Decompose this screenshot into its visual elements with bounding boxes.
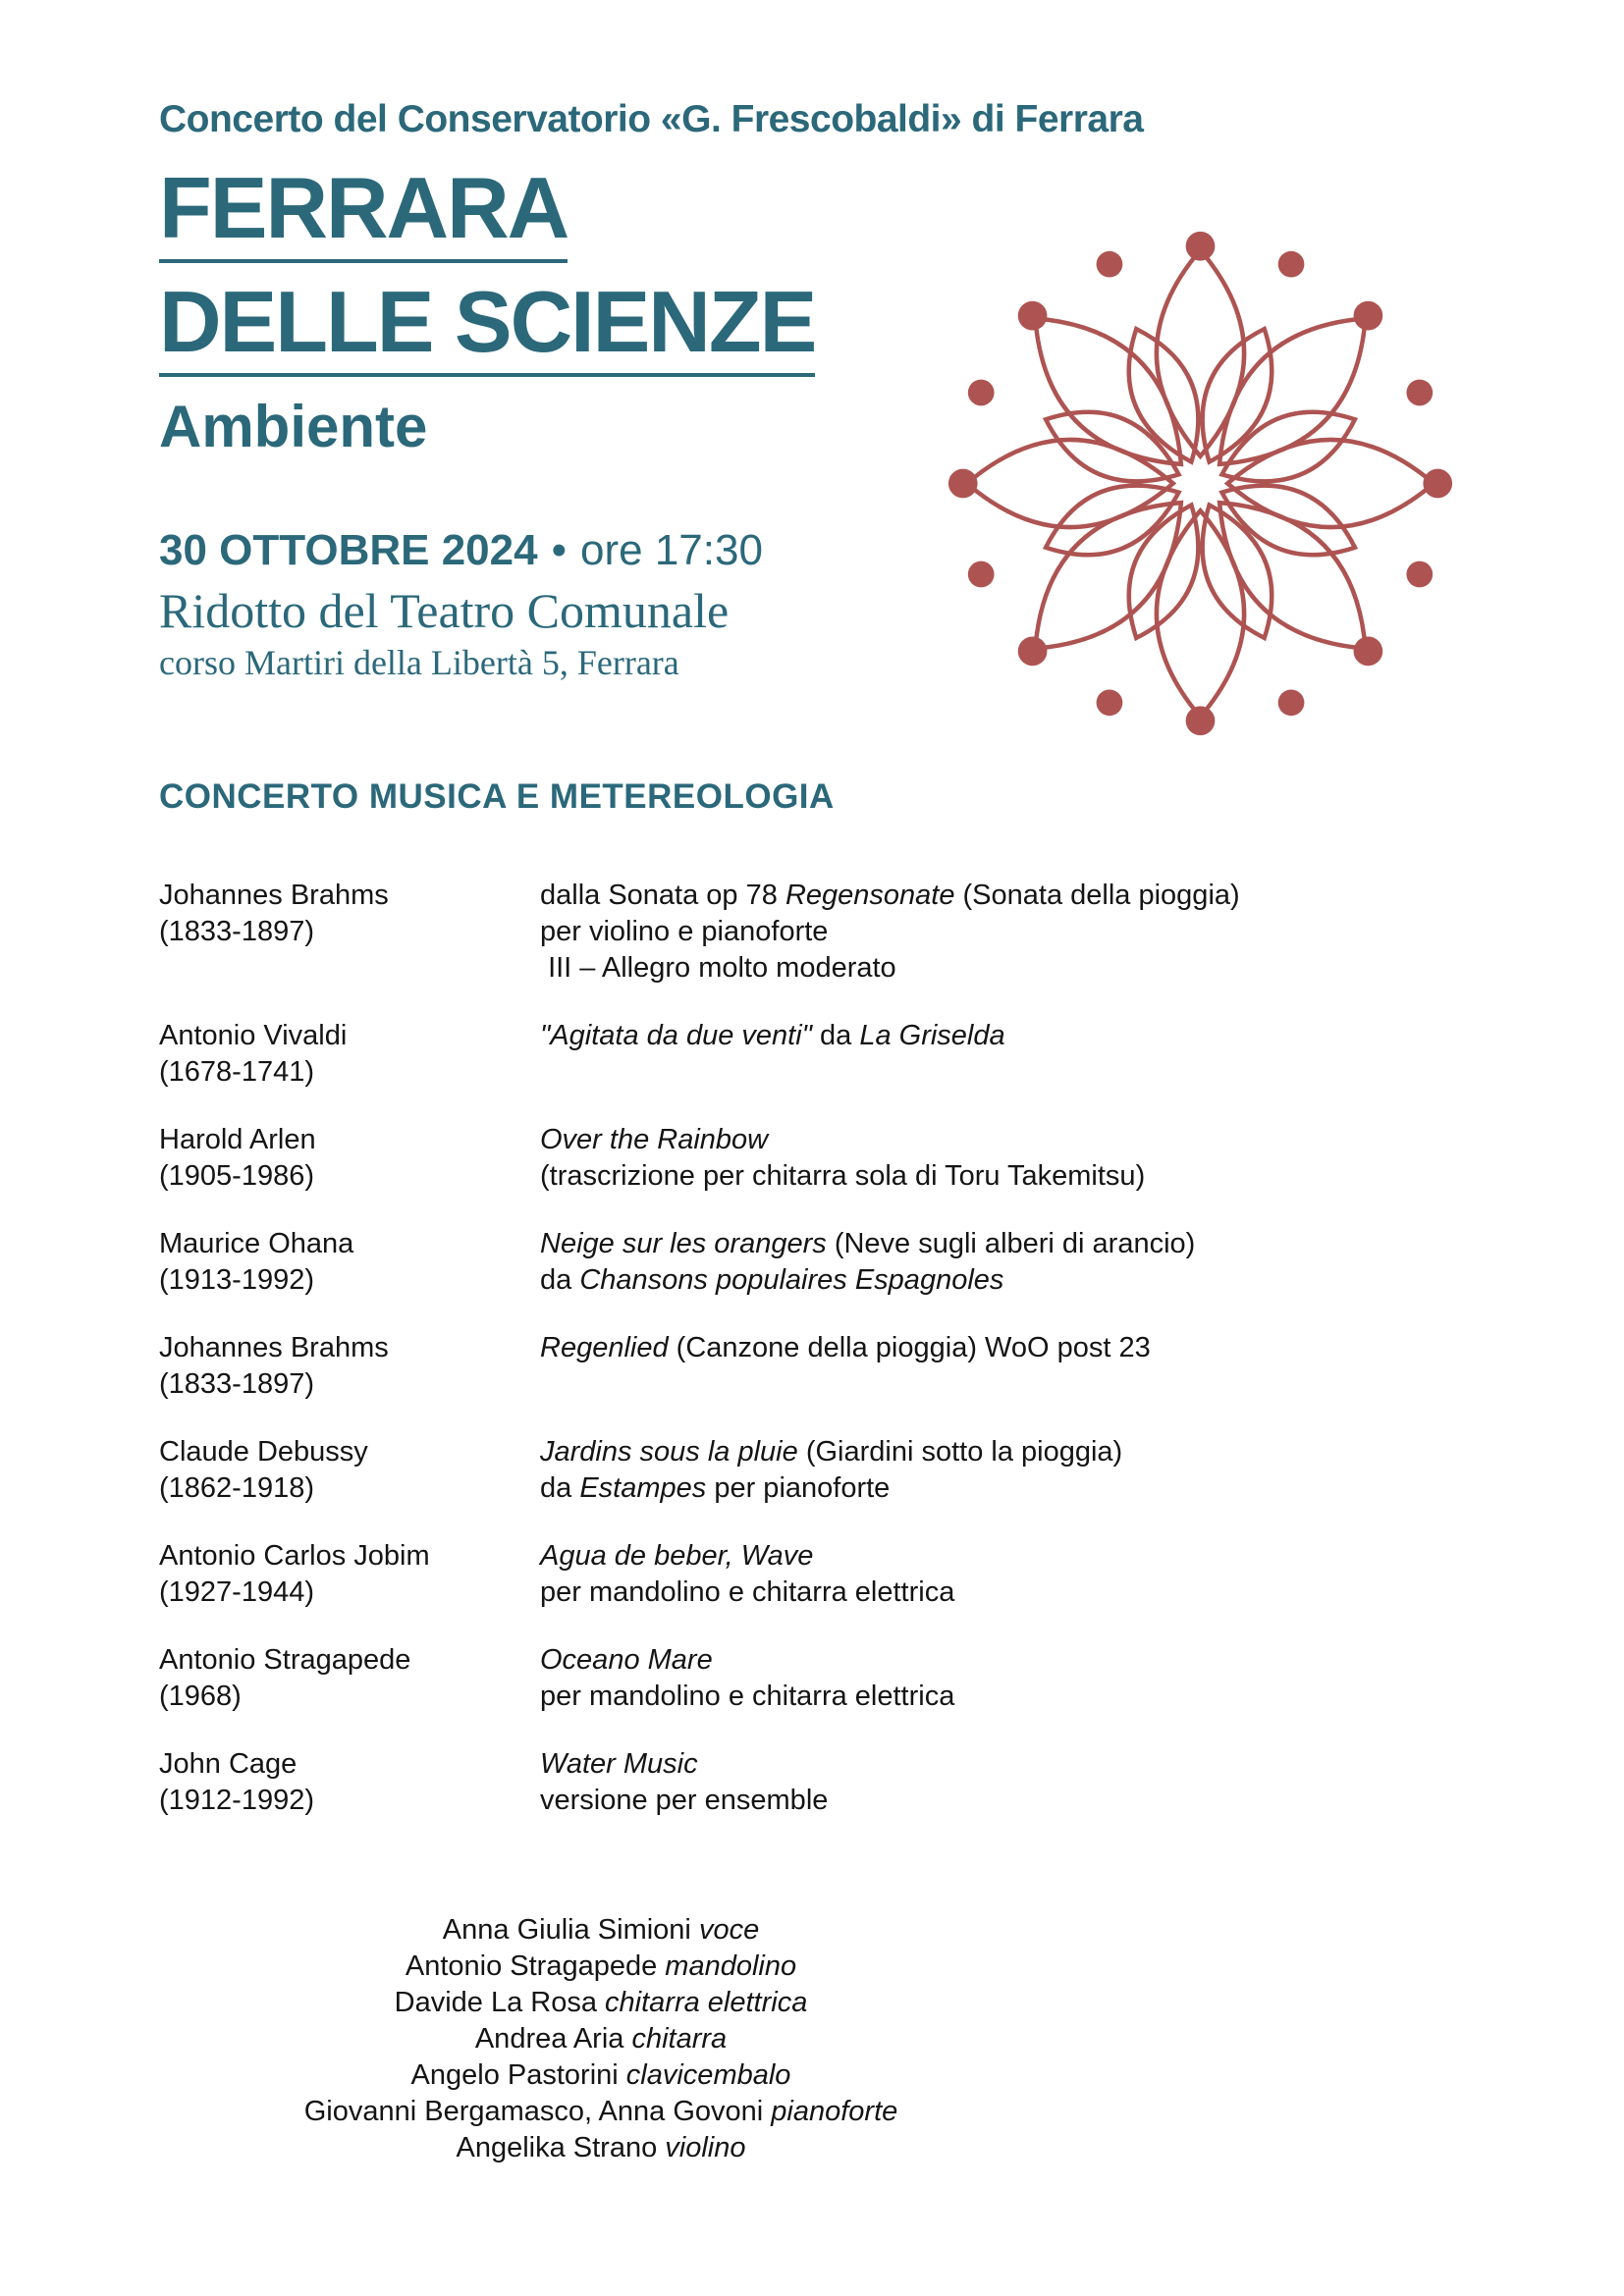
performer-line [159, 2021, 1043, 2057]
composer-name: Antonio Carlos Jobim [159, 1540, 430, 1572]
performer-name: Angelika Strano [456, 2132, 666, 2163]
section-title: CONCERTO MUSICA E METEREOLOGIA [159, 777, 835, 816]
piece-title-italic: Estampes [579, 1472, 707, 1504]
piece-line [540, 878, 1475, 914]
flower-dot [1097, 251, 1123, 278]
piece-line [540, 1226, 1475, 1262]
composer-name: Antonio Stragapede [159, 1644, 411, 1676]
piece-title-italic: Over the Rainbow [540, 1124, 769, 1155]
performer-line [159, 2094, 1043, 2130]
piece-cell [540, 1226, 1475, 1299]
piece-cell [540, 1330, 1475, 1403]
performer-line [159, 1912, 1043, 1949]
composer-dates: (1862-1918) [159, 1472, 314, 1504]
flower-dot [968, 561, 995, 588]
piece-line [540, 1575, 1475, 1611]
piece-line [540, 1538, 1475, 1575]
piece-title-italic: Regenlied [540, 1332, 669, 1363]
flower-dot [1186, 706, 1216, 735]
piece-line [540, 1018, 1475, 1054]
piece-line [540, 1158, 1475, 1195]
program-row [159, 1746, 1475, 1819]
performer-role: chitarra [631, 2023, 728, 2055]
program-row [159, 1226, 1475, 1299]
flower-dot [968, 380, 995, 406]
piece-title-italic: Neige sur les orangers [540, 1228, 827, 1259]
piece-line [540, 1122, 1475, 1158]
piece-text: (Giardini sotto la pioggia) [797, 1436, 1123, 1468]
flower-dot [1018, 301, 1048, 331]
piece-line [540, 914, 1475, 950]
piece-title-italic: Agua de beber, Wave [540, 1540, 814, 1572]
piece-text: (trascrizione per chitarra sola di Toru Takemitsu) [540, 1160, 1146, 1192]
piece-line [540, 1679, 1475, 1715]
flower-dot [1354, 301, 1383, 331]
piece-line [540, 1262, 1475, 1299]
flower-dot [948, 469, 978, 499]
composer-name: Claude Debussy [159, 1436, 368, 1468]
performer-name: Antonio Stragapede [405, 1950, 666, 1982]
composer-dates: (1927-1944) [159, 1576, 314, 1608]
composer-cell [159, 1226, 540, 1299]
piece-title-italic: Water Music [540, 1748, 698, 1780]
piece-cell [540, 1122, 1475, 1195]
composer-cell [159, 1330, 540, 1403]
performer-line [159, 2130, 1043, 2166]
event-date-line [159, 526, 763, 575]
performer-role: mandolino [665, 1950, 797, 1982]
piece-text: per mandolino e chitarra elettrica [540, 1576, 955, 1608]
event-address: corso Martiri della Libertà 5, Ferrara [159, 643, 679, 682]
composer-cell [159, 1538, 540, 1611]
piece-text: (Neve sugli alberi di arancio) [826, 1228, 1196, 1259]
piece-title-italic: Chansons populaires Espagnoles [579, 1264, 1004, 1296]
performer-role: chitarra elettrica [605, 1987, 808, 2018]
composer-dates: (1968) [159, 1681, 242, 1712]
composer-dates: (1678-1741) [159, 1056, 314, 1088]
piece-title-italic: Oceano Mare [540, 1644, 713, 1676]
flower-figure [938, 221, 1463, 746]
piece-text: per pianoforte [706, 1472, 891, 1504]
piece-cell [540, 1538, 1475, 1611]
flower-dot [1186, 232, 1216, 261]
event-venue: Ridotto del Teatro Comunale [159, 583, 730, 638]
flower-dot [1354, 637, 1383, 667]
composer-dates: (1912-1992) [159, 1785, 314, 1816]
performer-line [159, 2057, 1043, 2094]
performer-role: voce [698, 1914, 760, 1946]
performers-list [159, 1912, 1043, 2166]
piece-text: per mandolino e chitarra elettrica [540, 1681, 955, 1712]
piece-line [540, 1642, 1475, 1679]
piece-text: da [811, 1020, 860, 1051]
performer-line [159, 1985, 1043, 2021]
composer-dates: (1913-1992) [159, 1264, 314, 1296]
piece-cell [540, 1642, 1475, 1715]
flower-dot [1406, 380, 1433, 406]
composer-cell [159, 1018, 540, 1091]
program-row [159, 1642, 1475, 1715]
piece-cell [540, 878, 1475, 987]
composer-name: Johannes Brahms [159, 1332, 389, 1363]
flower-mandala-graphic [938, 221, 1463, 746]
piece-line [540, 1434, 1475, 1470]
composer-cell [159, 878, 540, 987]
composer-name: Harold Arlen [159, 1124, 316, 1155]
composer-cell [159, 1746, 540, 1819]
piece-title-italic: "Agitata da due venti" [540, 1020, 812, 1051]
program-row [159, 1122, 1475, 1195]
piece-line [540, 1783, 1475, 1819]
performer-name: Angelo Pastorini [410, 2059, 626, 2091]
piece-text: (Canzone della pioggia) WoO post 23 [668, 1332, 1151, 1363]
program-row [159, 1018, 1475, 1091]
piece-cell [540, 1746, 1475, 1819]
program-row [159, 878, 1475, 987]
performer-name: Anna Giulia Simioni [442, 1914, 699, 1946]
composer-cell [159, 1434, 540, 1507]
piece-text: da [540, 1472, 580, 1504]
performer-name: Giovanni Bergamasco, Anna Govoni [303, 2096, 772, 2127]
piece-line [540, 950, 1475, 987]
piece-text: dalla Sonata op 78 [540, 880, 785, 911]
flower-dots [948, 232, 1452, 735]
composer-name: Johannes Brahms [159, 880, 389, 911]
composer-cell [159, 1642, 540, 1715]
performer-name: Davide La Rosa [394, 1987, 606, 2018]
performer-role: clavicembalo [625, 2059, 791, 2091]
piece-text: (Sonata della pioggia) [954, 880, 1240, 911]
program-row [159, 1330, 1475, 1403]
piece-text: per violino e pianoforte [540, 916, 829, 947]
piece-title-italic: La Griselda [859, 1020, 1005, 1051]
performer-name: Andrea Aria [474, 2023, 632, 2055]
page-title-line1: FERRARA [159, 165, 568, 263]
flower-dot [1278, 251, 1305, 278]
event-time: ore 17:30 [580, 526, 763, 574]
composer-name: Maurice Ohana [159, 1228, 354, 1259]
performer-line [159, 1949, 1043, 1985]
piece-text: versione per ensemble [540, 1785, 829, 1816]
program-row [159, 1434, 1475, 1507]
composer-dates: (1833-1897) [159, 916, 314, 947]
piece-line [540, 1330, 1475, 1366]
piece-cell [540, 1018, 1475, 1091]
composer-name: John Cage [159, 1748, 298, 1780]
piece-text: da [540, 1264, 580, 1296]
page-subtitle: Ambiente [159, 394, 428, 459]
composer-dates: (1833-1897) [159, 1368, 314, 1400]
composer-name: Antonio Vivaldi [159, 1020, 348, 1051]
flower-dot [1018, 637, 1048, 667]
performer-role: violino [665, 2132, 746, 2163]
piece-cell [540, 1434, 1475, 1507]
composer-cell [159, 1122, 540, 1195]
flower-dot [1278, 689, 1305, 716]
program-row [159, 1538, 1475, 1611]
program-list [159, 878, 1475, 1850]
event-kicker: Concerto del Conservatorio «G. Frescobaldi» di Ferrara [159, 98, 1144, 140]
flower-dot [1097, 689, 1123, 716]
page-title-line2: DELLE SCIENZE [159, 279, 815, 377]
flower-dot [1406, 561, 1433, 588]
bullet-separator: • [551, 526, 567, 574]
event-date: 30 OTTOBRE 2024 [159, 526, 538, 574]
piece-line [540, 1470, 1475, 1507]
flower-dot [1423, 469, 1452, 499]
piece-text: III – Allegro molto moderato [540, 952, 896, 984]
piece-title-italic: Regensonate [785, 880, 955, 911]
composer-dates: (1905-1986) [159, 1160, 314, 1192]
performer-role: pianoforte [771, 2096, 898, 2127]
piece-line [540, 1746, 1475, 1783]
piece-title-italic: Jardins sous la pluie [540, 1436, 798, 1468]
